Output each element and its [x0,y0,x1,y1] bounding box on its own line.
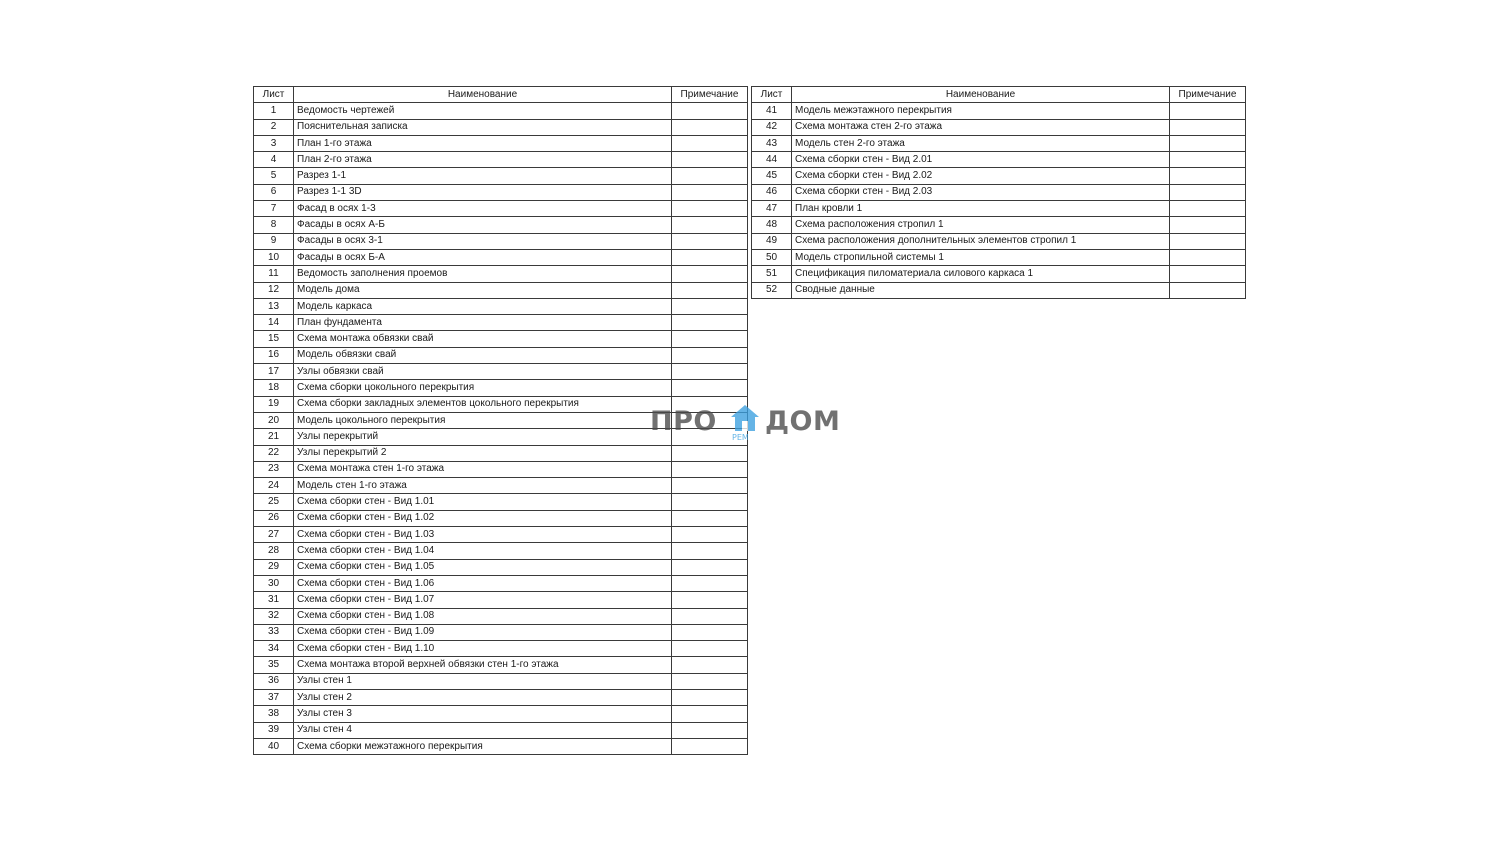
sheet-number-cell: 51 [752,266,792,282]
sheet-note-cell [672,331,748,347]
sheet-number-cell: 35 [254,657,294,673]
sheet-number-cell: 44 [752,152,792,168]
sheet-number-cell: 32 [254,608,294,624]
sheet-number-cell: 1 [254,103,294,119]
table-row [254,364,748,380]
sheet-name-cell: Схема сборки стен - Вид 1.03 [294,527,672,543]
table-row [254,478,748,494]
table-row [254,738,748,754]
sheet-note-cell [672,673,748,689]
table-row [254,673,748,689]
sheet-name-cell: Схема сборки стен - Вид 1.06 [294,575,672,591]
sheet-number-cell: 41 [752,103,792,119]
sheet-number-cell: 28 [254,543,294,559]
sheet-name-cell: Модель межэтажного перекрытия [792,103,1170,119]
sheet-note-cell [672,103,748,119]
sheet-number-cell: 23 [254,461,294,477]
sheet-number-cell: 49 [752,233,792,249]
sheet-note-cell [672,266,748,282]
sheet-number-cell: 2 [254,119,294,135]
table-row [254,266,748,282]
sheet-name-cell: Узлы стен 3 [294,706,672,722]
sheet-name-cell: Модель дома [294,282,672,298]
table-row [752,103,1246,119]
table-row [254,135,748,151]
sheet-name-cell: Разрез 1-1 [294,168,672,184]
sheet-name-cell: Фасады в осях Б-А [294,249,672,265]
sheet-note-cell [672,152,748,168]
sheet-number-cell: 18 [254,380,294,396]
table-row [254,347,748,363]
sheet-name-cell: Узлы перекрытий [294,429,672,445]
watermark-text-left: ПРО [650,406,717,437]
sheet-name-cell: Модель цокольного перекрытия [294,412,672,428]
sheet-number-cell: 10 [254,249,294,265]
table-row [752,266,1246,282]
header-note: Примечание [1170,87,1246,103]
table-row [254,282,748,298]
watermark-subtext: РЕМ [732,433,749,442]
table-row [752,282,1246,298]
sheet-note-cell [672,217,748,233]
sheet-number-cell: 26 [254,510,294,526]
sheet-number-cell: 42 [752,119,792,135]
sheet-name-cell: План фундамента [294,315,672,331]
sheet-name-cell: Модель стен 2-го этажа [792,135,1170,151]
sheet-number-cell: 48 [752,217,792,233]
header-sheet: Лист [254,87,294,103]
table-row [752,135,1246,151]
table-row [752,201,1246,217]
table-row [254,298,748,314]
sheet-number-cell: 9 [254,233,294,249]
table-row [254,494,748,510]
header-name: Наименование [792,87,1170,103]
drawings-list-table-right [751,86,1246,299]
sheet-number-cell: 46 [752,184,792,200]
table-row [254,380,748,396]
sheet-name-cell: Схема сборки стен - Вид 2.02 [792,168,1170,184]
sheet-note-cell [672,184,748,200]
sheet-number-cell: 19 [254,396,294,412]
sheet-number-cell: 8 [254,217,294,233]
sheet-number-cell: 37 [254,689,294,705]
table-row [752,233,1246,249]
table-row [254,315,748,331]
sheet-name-cell: Схема сборки стен - Вид 1.08 [294,608,672,624]
sheet-name-cell: Схема сборки стен - Вид 1.02 [294,510,672,526]
sheet-number-cell: 33 [254,624,294,640]
sheet-number-cell: 15 [254,331,294,347]
table-row [752,168,1246,184]
sheet-note-cell [672,119,748,135]
sheet-note-cell [672,364,748,380]
header-name: Наименование [294,87,672,103]
sheet-number-cell: 45 [752,168,792,184]
table-row [254,559,748,575]
table-row [254,510,748,526]
table-row [254,249,748,265]
sheet-note-cell [672,624,748,640]
sheet-number-cell: 39 [254,722,294,738]
sheet-note-cell [672,347,748,363]
watermark-logo [650,404,850,446]
sheet-name-cell: План 1-го этажа [294,135,672,151]
sheet-note-cell [672,559,748,575]
sheet-number-cell: 38 [254,706,294,722]
sheet-note-cell [672,233,748,249]
sheet-note-cell [672,282,748,298]
table-row [752,217,1246,233]
table-row [254,461,748,477]
sheet-name-cell: Схема расположения дополнительных элементов стропил 1 [792,233,1170,249]
sheet-note-cell [1170,135,1246,151]
table-row [254,608,748,624]
header-sheet: Лист [752,87,792,103]
sheet-name-cell: Узлы стен 1 [294,673,672,689]
table-row [254,624,748,640]
sheet-number-cell: 3 [254,135,294,151]
sheet-number-cell: 24 [254,478,294,494]
sheet-name-cell: Разрез 1-1 3D [294,184,672,200]
sheet-name-cell: Схема сборки стен - Вид 1.09 [294,624,672,640]
table-header-row [254,87,748,103]
sheet-note-cell [672,543,748,559]
table-row [254,641,748,657]
sheet-note-cell [672,722,748,738]
sheet-note-cell [672,706,748,722]
sheet-name-cell: Модель обвязки свай [294,347,672,363]
sheet-note-cell [672,510,748,526]
table-row [752,119,1246,135]
sheet-number-cell: 31 [254,592,294,608]
sheet-note-cell [672,641,748,657]
sheet-name-cell: Сводные данные [792,282,1170,298]
sheet-number-cell: 27 [254,527,294,543]
sheet-name-cell: Схема сборки закладных элементов цокольного перекрытия [294,396,672,412]
sheet-name-cell: Схема сборки стен - Вид 1.07 [294,592,672,608]
sheet-number-cell: 14 [254,315,294,331]
sheet-name-cell: Модель каркаса [294,298,672,314]
table-row [254,689,748,705]
table-row [254,184,748,200]
sheet-note-cell [672,608,748,624]
sheet-note-cell [1170,233,1246,249]
table-row [254,706,748,722]
sheet-note-cell [672,298,748,314]
sheet-name-cell: Фасады в осях 3-1 [294,233,672,249]
sheet-number-cell: 17 [254,364,294,380]
table-row [254,657,748,673]
sheet-note-cell [672,478,748,494]
sheet-name-cell: Узлы перекрытий 2 [294,445,672,461]
sheet-number-cell: 20 [254,412,294,428]
sheet-note-cell [672,168,748,184]
sheet-name-cell: План кровли 1 [792,201,1170,217]
house-icon [730,404,760,432]
sheet-note-cell [672,738,748,754]
sheet-number-cell: 5 [254,168,294,184]
sheet-name-cell: Схема монтажа обвязки свай [294,331,672,347]
sheet-number-cell: 34 [254,641,294,657]
sheet-number-cell: 11 [254,266,294,282]
header-note: Примечание [672,87,748,103]
sheet-note-cell [672,315,748,331]
sheet-number-cell: 21 [254,429,294,445]
sheet-name-cell: Ведомость заполнения проемов [294,266,672,282]
sheet-note-cell [672,527,748,543]
sheet-name-cell: Схема монтажа стен 1-го этажа [294,461,672,477]
sheet-name-cell: Пояснительная записка [294,119,672,135]
sheet-name-cell: Схема сборки стен - Вид 2.03 [792,184,1170,200]
sheet-name-cell: Схема монтажа второй верхней обвязки стен 1-го этажа [294,657,672,673]
sheet-note-cell [672,380,748,396]
sheet-number-cell: 12 [254,282,294,298]
sheet-name-cell: Схема сборки межэтажного перекрытия [294,738,672,754]
sheet-note-cell [1170,282,1246,298]
sheet-note-cell [1170,201,1246,217]
sheet-number-cell: 16 [254,347,294,363]
table-header-row [752,87,1246,103]
sheet-number-cell: 50 [752,249,792,265]
sheet-name-cell: Спецификация пиломатериала силового каркаса 1 [792,266,1170,282]
sheet-number-cell: 47 [752,201,792,217]
sheet-number-cell: 6 [254,184,294,200]
sheet-number-cell: 36 [254,673,294,689]
sheet-note-cell [672,494,748,510]
sheet-note-cell [672,249,748,265]
sheet-name-cell: Схема сборки стен - Вид 1.05 [294,559,672,575]
sheet-note-cell [672,689,748,705]
table-row [254,168,748,184]
sheet-name-cell: Схема расположения стропил 1 [792,217,1170,233]
sheet-number-cell: 43 [752,135,792,151]
sheet-name-cell: Узлы стен 2 [294,689,672,705]
sheet-name-cell: Фасады в осях А-Б [294,217,672,233]
sheet-note-cell [672,201,748,217]
sheet-number-cell: 30 [254,575,294,591]
sheet-note-cell [672,135,748,151]
table-row [254,103,748,119]
sheet-note-cell [1170,217,1246,233]
sheet-note-cell [672,575,748,591]
sheet-note-cell [1170,119,1246,135]
sheet-name-cell: Фасад в осях 1-3 [294,201,672,217]
sheet-name-cell: Схема монтажа стен 2-го этажа [792,119,1170,135]
sheet-note-cell [672,657,748,673]
table-row [254,233,748,249]
table-row [254,592,748,608]
table-row [254,575,748,591]
sheet-number-cell: 7 [254,201,294,217]
sheet-name-cell: План 2-го этажа [294,152,672,168]
sheet-number-cell: 29 [254,559,294,575]
table-row [752,152,1246,168]
sheet-number-cell: 52 [752,282,792,298]
sheet-name-cell: Схема сборки стен - Вид 1.04 [294,543,672,559]
table-row [752,184,1246,200]
table-row [752,249,1246,265]
sheet-number-cell: 13 [254,298,294,314]
sheet-note-cell [672,445,748,461]
table-row [254,201,748,217]
sheet-note-cell [1170,168,1246,184]
sheet-note-cell [1170,103,1246,119]
table-row [254,119,748,135]
table-row [254,543,748,559]
table-row [254,217,748,233]
sheet-name-cell: Узлы стен 4 [294,722,672,738]
sheet-number-cell: 22 [254,445,294,461]
sheet-note-cell [1170,266,1246,282]
sheet-name-cell: Схема сборки стен - Вид 1.01 [294,494,672,510]
sheet-note-cell [672,461,748,477]
sheet-note-cell [1170,152,1246,168]
sheet-number-cell: 4 [254,152,294,168]
sheet-number-cell: 25 [254,494,294,510]
sheet-name-cell: Ведомость чертежей [294,103,672,119]
sheet-note-cell [1170,249,1246,265]
sheet-name-cell: Схема сборки цокольного перекрытия [294,380,672,396]
sheet-name-cell: Модель стен 1-го этажа [294,478,672,494]
sheet-name-cell: Модель стропильной системы 1 [792,249,1170,265]
sheet-name-cell: Схема сборки стен - Вид 2.01 [792,152,1170,168]
table-row [254,527,748,543]
table-row [254,331,748,347]
sheet-name-cell: Узлы обвязки свай [294,364,672,380]
table-row [254,152,748,168]
watermark-text-right: ДОМ [765,406,841,437]
sheet-note-cell [1170,184,1246,200]
sheet-note-cell [672,592,748,608]
sheet-name-cell: Схема сборки стен - Вид 1.10 [294,641,672,657]
sheet-number-cell: 40 [254,738,294,754]
table-row [254,445,748,461]
table-row [254,722,748,738]
